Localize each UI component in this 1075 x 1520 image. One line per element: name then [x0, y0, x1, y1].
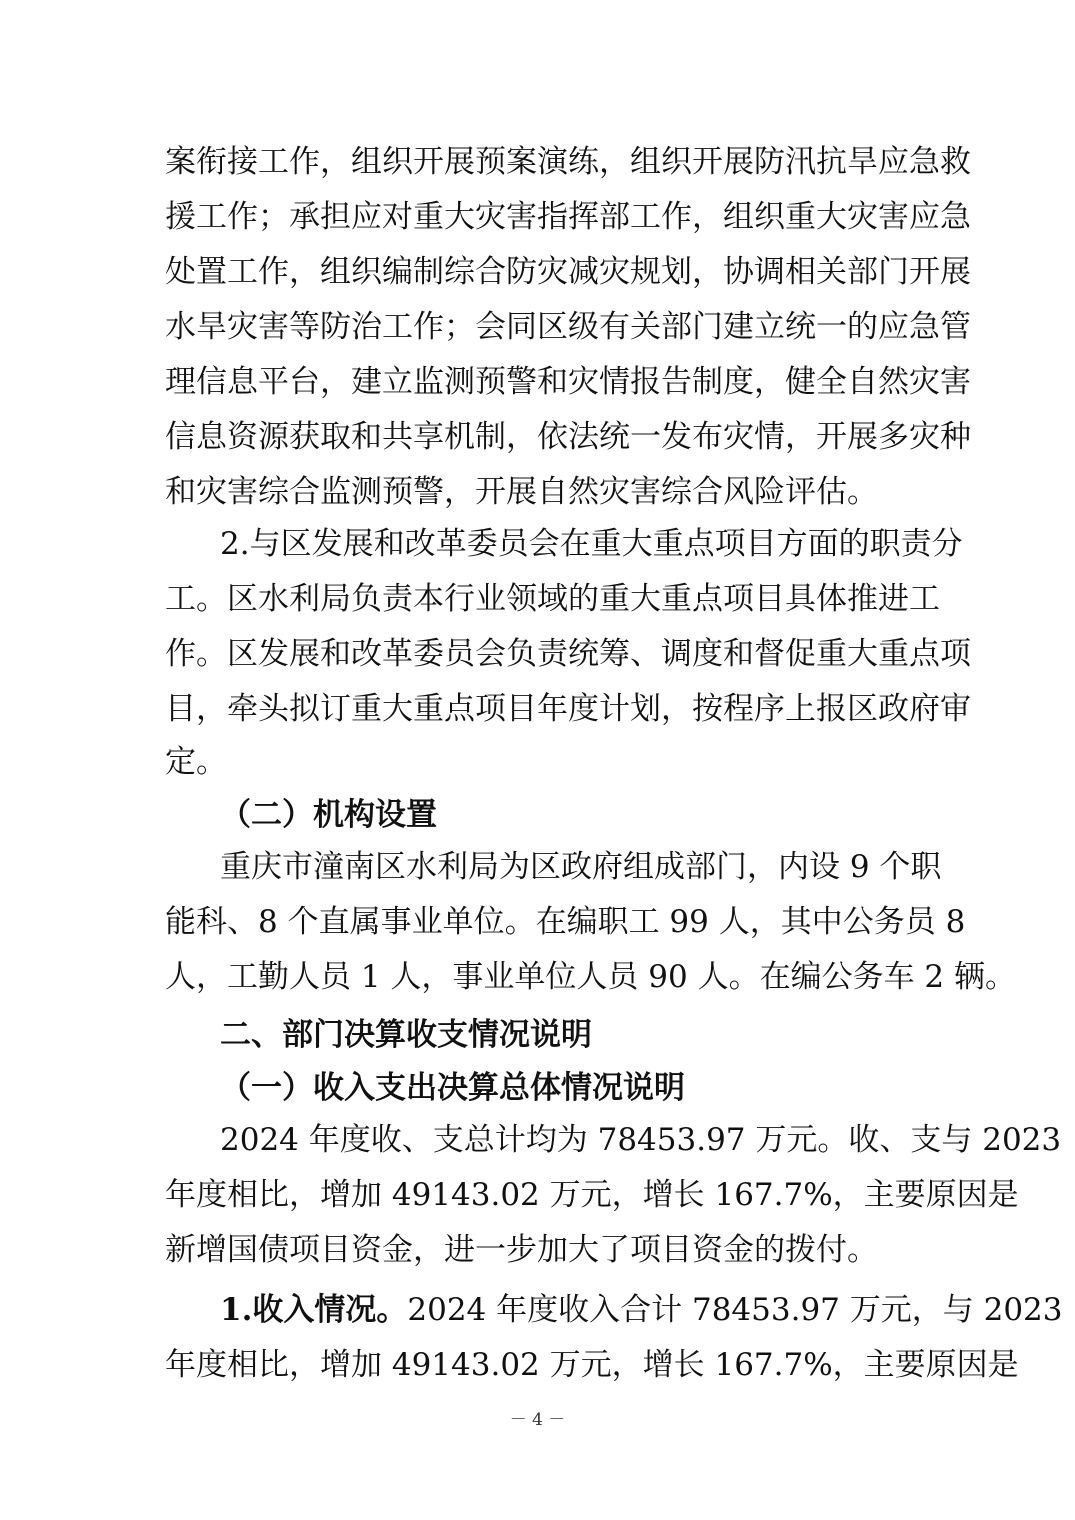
income-paragraph-first-line — [220, 1290, 1063, 1330]
paragraph-line: 能科、8 个直属事业单位。在编职工 99 人，其中公务员 8 — [165, 904, 966, 940]
paragraph-line: 理信息平台，建立监测预警和灾情报告制度，健全自然灾害 — [165, 364, 971, 400]
page-number: － 4 － — [509, 1410, 566, 1430]
income-text: 2024 年度收入合计 78453.97 万元，与 2023 — [407, 1292, 1063, 1328]
section-heading-2: 二、部门决算收支情况说明 — [220, 1017, 592, 1053]
paragraph-line: 作。区发展和改革委员会负责统筹、调度和督促重大重点项 — [165, 636, 971, 672]
paragraph-line: 处置工作，组织编制综合防灾减灾规划，协调相关部门开展 — [165, 254, 971, 290]
paragraph-line: 工。区水利局负责本行业领域的重大重点项目具体推进工 — [165, 581, 940, 617]
paragraph-line: 信息资源获取和共享机制，依法统一发布灾情，开展多灾种 — [165, 419, 971, 455]
paragraph-line: 新增国债项目资金，进一步加大了项目资金的拨付。 — [165, 1232, 878, 1268]
paragraph-line: 2024 年度收、支总计均为 78453.97 万元。收、支与 2023 — [220, 1122, 1062, 1158]
paragraph-line: 年度相比，增加 49143.02 万元，增长 167.7%，主要原因是 — [165, 1177, 1019, 1213]
paragraph-line: 年度相比，增加 49143.02 万元，增长 167.7%，主要原因是 — [165, 1347, 1019, 1383]
paragraph-line: 和灾害综合监测预警，开展自然灾害综合风险评估。 — [165, 474, 878, 510]
paragraph-line: 2.与区发展和改革委员会在重大重点项目方面的职责分 — [220, 526, 963, 562]
paragraph-line: 定。 — [165, 744, 227, 780]
paragraph-line: 目，牵头拟订重大重点项目年度计划，按程序上报区政府审 — [165, 691, 971, 727]
paragraph-line: 水旱灾害等防治工作；会同区级有关部门建立统一的应急管 — [165, 309, 971, 345]
section-heading-org: （二）机构设置 — [220, 797, 437, 833]
sub-heading-overall: （一）收入支出决算总体情况说明 — [220, 1070, 685, 1106]
paragraph-line: 重庆市潼南区水利局为区政府组成部门，内设 9 个职 — [220, 849, 942, 885]
paragraph-line: 援工作；承担应对重大灾害指挥部工作，组织重大灾害应急 — [165, 199, 971, 235]
paragraph-line: 案衔接工作，组织开展预案演练，组织开展防汛抗旱应急救 — [165, 144, 971, 180]
paragraph-line: 人，工勤人员 1 人，事业单位人员 90 人。在编公务车 2 辆。 — [165, 959, 1017, 995]
income-label: 1.收入情况。 — [220, 1292, 408, 1328]
